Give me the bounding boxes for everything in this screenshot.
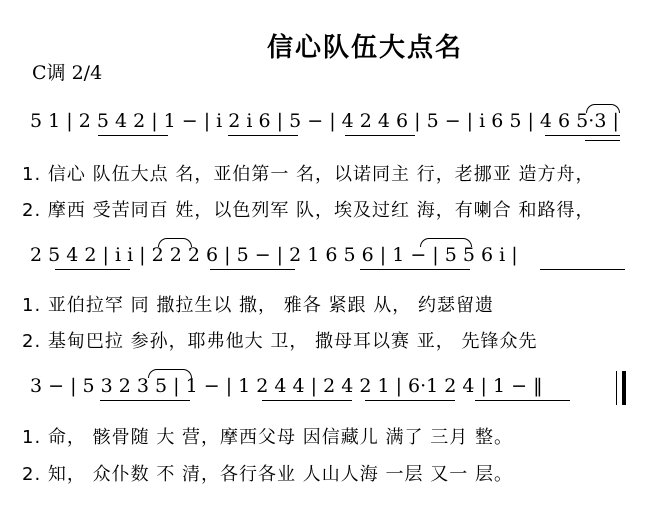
beam-line [262, 400, 352, 401]
lyric-verse-2-row-2: 2. 基甸巴拉 参孙，耶弗他大 卫， 撒母耳以赛 亚， 先锋众先 [22, 331, 538, 352]
lyric-verse-1-row-3: 1. 命， 骸骨随 大 营，摩西父母 因信藏儿 满了 三月 整。 [22, 427, 513, 448]
lyric-verse-1-row-1: 1. 信心 队伍大点 名，亚伯第一 名，以诺同主 行，老挪亚 造方舟， [22, 164, 595, 185]
final-barline-thick [622, 371, 626, 405]
notation-row-2: 2 5 4 2 | i i | 2 2 2 6 | 5 − | 2 1 6 5 6 | 1 − | 5 5 6 i | [30, 244, 518, 266]
lyric-verse-2-row-1: 2. 摩西 受苦同百 姓，以色列军 队，埃及过红 海，有喇合 和路得， [22, 200, 595, 221]
beam-line [98, 135, 168, 136]
beam-line [360, 269, 470, 270]
notation-row-3: 3 − | 5 3 2 3 5 | 1 − | 1 2 4 4 | 2 4 2 1 | 6·1 2 4 | 1 − ‖ [30, 375, 543, 397]
beam-line [540, 269, 625, 270]
tie-mark [158, 238, 192, 247]
lyric-verse-1-row-2: 1. 亚伯拉罕 同 撒拉生以 撒， 雅各 紧跟 从， 约瑟留遗 [22, 295, 494, 316]
notation-row-1: 5 1 | 2 5 4 2 | 1 − | i 2 i 6 | 5 − | 4 2 4 6 | 5 − | i 6 5 | 4 6 5·3 | [30, 110, 619, 132]
beam-line [55, 269, 130, 270]
beam-line [545, 135, 620, 136]
beam-line [475, 400, 570, 401]
tie-mark [420, 238, 472, 247]
key-signature: C调 2/4 [32, 62, 103, 84]
beam-line [365, 400, 455, 401]
tie-mark [586, 104, 620, 113]
beam-line [100, 400, 190, 401]
final-barline-thin [616, 371, 617, 405]
beam-line [585, 140, 620, 141]
tie-mark [148, 369, 192, 378]
lyric-verse-2-row-3: 2. 知， 众仆数 不 清，各行各业 人山人海 一层 又一 层。 [22, 464, 513, 485]
beam-line [210, 269, 295, 270]
song-title: 信心队伍大点名 [266, 33, 463, 63]
beam-line [228, 135, 298, 136]
beam-line [345, 135, 415, 136]
